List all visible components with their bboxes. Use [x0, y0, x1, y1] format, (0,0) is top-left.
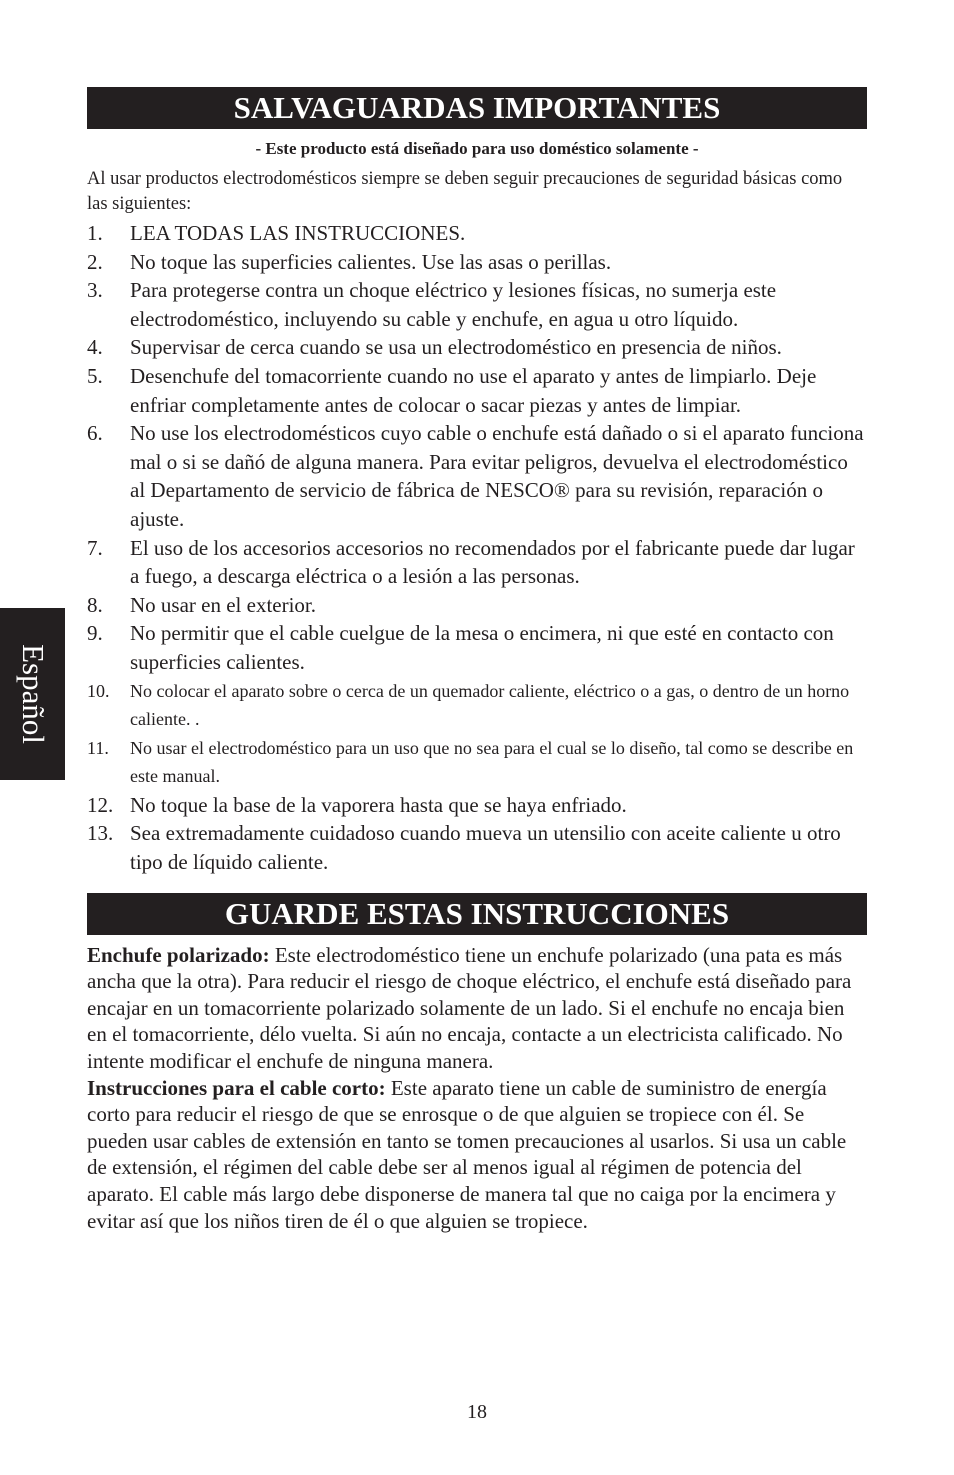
- intro-paragraph: Al usar productos electrodomésticos siempre se deben seguir precauciones de seguridad básicas como las siguientes:: [87, 169, 843, 214]
- item-text: No colocar el aparato sobre o cerca de un quemador caliente, eléctrico o a gas, o dentro de un horno caliente. .: [130, 680, 850, 730]
- list-item: [87, 591, 867, 620]
- item-number: 1.: [87, 221, 103, 245]
- item-text: Supervisar de cerca cuando se usa un electrodoméstico en presencia de niños.: [130, 335, 782, 360]
- list-item: [87, 248, 867, 277]
- short-cord-label: Instrucciones para el cable corto:: [87, 1075, 386, 1100]
- polarized-plug-label: Enchufe polarizado:: [87, 942, 270, 967]
- item-number: 5.: [87, 363, 103, 388]
- item-text: No use los electrodomésticos cuyo cable o enchufe está dañado o si el aparato funciona mal o si se dañó de alguna manera. Para evitar peligros, devuelva el electrodoméstico al Departamento de servicio de fábrica de NESCO® para su revisión, reparación o ajuste.: [130, 421, 864, 531]
- item-text: LEA TODAS LAS INSTRUCCIONES.: [130, 221, 466, 245]
- item-number: 3.: [87, 278, 103, 303]
- item-text: Para protegerse contra un choque eléctrico y lesiones físicas, no sumerja este electrodoméstico, incluyendo su cable y enchufe, en agua u otro líquido.: [130, 278, 777, 331]
- item-number: 7.: [87, 535, 103, 560]
- list-item: [87, 219, 867, 248]
- item-text: El uso de los accesorios accesorios no recomendados por el fabricante puede dar lugar a fuego, a descarga eléctrica o a lesión a las personas.: [130, 535, 855, 589]
- language-tab-label: Español: [15, 644, 51, 744]
- item-text: Desenchufe del tomacorriente cuando no use el aparato y antes de limpiarlo. Deje enfriar completamente antes de colocar o sacar piezas y antes de limpiar.: [130, 363, 817, 417]
- list-item: [87, 333, 867, 362]
- item-number: 9.: [87, 621, 103, 646]
- item-number: 8.: [87, 592, 103, 617]
- list-item: [87, 734, 867, 791]
- item-text: No toque las superficies calientes. Use las asas o perillas.: [130, 249, 612, 274]
- page-content: [87, 87, 867, 1234]
- save-instructions-heading: GUARDE ESTAS INSTRUCCIONES: [87, 893, 867, 935]
- item-number: 12.: [87, 792, 114, 817]
- page-number: 18: [467, 1401, 487, 1423]
- item-text: Sea extremadamente cuidadoso cuando mueva un utensilio con aceite caliente u otro tipo de líquido caliente.: [130, 821, 841, 875]
- short-cord-paragraph: [87, 1075, 867, 1235]
- item-number: 6.: [87, 421, 103, 446]
- item-text: No toque la base de la vaporera hasta que se haya enfriado.: [130, 792, 627, 817]
- polarized-plug-paragraph: [87, 942, 867, 1075]
- list-item: [87, 677, 867, 734]
- item-number: 2.: [87, 249, 103, 274]
- short-cord-text: Este aparato tiene un cable de suministro de energía corto para reducir el riesgo de que se enrosque o de que alguien se tropiece con él. Se pueden usar cables de extensión en tanto se tomen precauciones al usarlos. Si usa un cable de extensión, el régimen del cable debe ser al menos igual al régimen de potencia del aparato. El cable más largo debe disponerse de manera tal que no caiga por la encimera y evitar así que los niños tiren de él o que alguien se tropiece.: [87, 1075, 847, 1233]
- item-text: No usar el electrodoméstico para un uso que no sea para el cual se lo diseño, tal como se describe en este manual.: [130, 737, 854, 787]
- safeguards-heading: SALVAGUARDAS IMPORTANTES: [87, 87, 867, 129]
- list-item: [87, 819, 867, 876]
- language-tab: [0, 608, 65, 780]
- list-item: [87, 534, 867, 591]
- item-number: 11.: [87, 737, 109, 758]
- list-item: [87, 276, 867, 333]
- item-number: 13.: [87, 821, 114, 846]
- item-number: 4.: [87, 335, 103, 360]
- item-text: No usar en el exterior.: [130, 592, 317, 617]
- list-item: [87, 419, 867, 533]
- safeguards-list: [87, 219, 867, 877]
- item-number: 10.: [87, 680, 110, 701]
- household-use-note: - Este producto está diseñado para uso doméstico solamente -: [255, 139, 699, 158]
- list-item: [87, 362, 867, 419]
- item-text: No permitir que el cable cuelgue de la mesa o encimera, ni que esté en contacto con superficies calientes.: [130, 621, 834, 674]
- list-item: [87, 791, 867, 820]
- polarized-plug-text: Este electrodoméstico tiene un enchufe polarizado (una pata es más ancha que la otra). Para reducir el riesgo de choque eléctrico, el enchufe está diseñado para encajar en un tomacorriente polarizado solamente de un lado. Si el enchufe no encaja bien en el tomacorriente, délo vuelta. Si aún no encaja, contacte a un electricista calificado. No intente modificar el enchufe de ninguna manera.: [87, 942, 852, 1074]
- list-item: [87, 619, 867, 676]
